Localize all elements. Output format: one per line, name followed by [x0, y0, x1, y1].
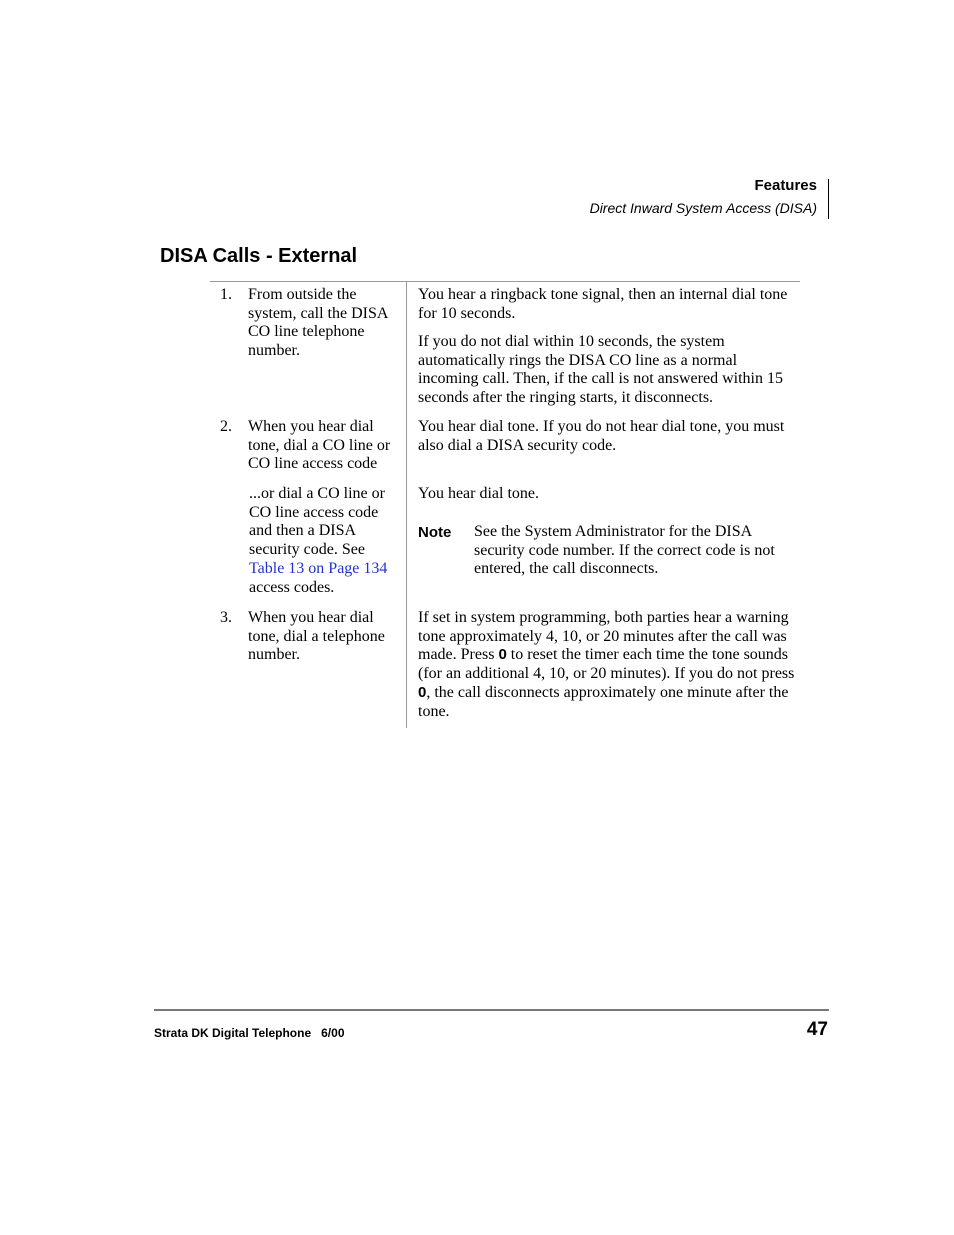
step-2-alternative: [249, 485, 401, 597]
step-2-alt-text: ...or dial a CO line or CO line access code and then a DISA security code. See: [249, 485, 385, 559]
header-subsection-title: Direct Inward System Access (DISA): [589, 200, 817, 216]
step-2-response: You hear dial tone. If you do not hear dial tone, you must also dial a DISA security code.: [418, 418, 785, 454]
step-3-response-text: If set in system programming, both parties hear a warning tone approximately 4, 10, or 20 minutes after the call was made. Press: [418, 609, 789, 664]
note-text: See the System Administrator for the DISA security code number. If the correct code is not entered, the call disconnects.: [474, 523, 775, 578]
step-1-response: You hear a ringback tone signal, then an internal dial tone for 10 seconds.: [418, 286, 788, 322]
step-1-number: 1.: [220, 286, 232, 303]
footer-title: Strata DK Digital Telephone 6/00: [154, 1026, 345, 1040]
zero-key: 0: [498, 646, 507, 664]
step-3-response-text: to reset the timer each time the tone sounds (for an additional 4, 10, or 20 minutes). If you do not press: [418, 646, 795, 683]
step-2-alt-response: You hear dial tone.: [418, 485, 540, 502]
step-3-number: 3.: [220, 609, 232, 626]
note-label: Note: [418, 524, 452, 541]
table-reference-link[interactable]: Table 13 on Page 134: [249, 559, 388, 577]
title-divider: [210, 281, 800, 282]
step-2-number: 2.: [220, 418, 232, 435]
step-2-text: When you hear dial tone, dial a CO line or CO line access code: [248, 418, 391, 473]
footer-divider: [154, 1009, 829, 1011]
page-number: 47: [806, 1019, 828, 1040]
step-3-response: [418, 609, 796, 721]
step-3-text: When you hear dial tone, dial a telephone number.: [248, 609, 385, 664]
page-title: DISA Calls - External: [160, 245, 358, 267]
step-1-text: From outside the system, call the DISA CO line telephone number.: [248, 286, 388, 360]
header-divider: [828, 179, 829, 219]
running-header: [590, 176, 817, 218]
step-3-response-text: , the call disconnects approximately one minute after the tone.: [418, 683, 789, 720]
header-section-title: Features: [754, 177, 817, 194]
step-1-response-detail: If you do not dial within 10 seconds, the system automatically rings the DISA CO line as a normal incoming call. Then, if the call is not answered within 15 seconds after the ringing starts, it disconnects.: [418, 333, 783, 407]
step-2-alt-text-end: access codes.: [249, 578, 335, 596]
zero-key: 0: [418, 683, 427, 701]
column-divider: [406, 282, 407, 728]
